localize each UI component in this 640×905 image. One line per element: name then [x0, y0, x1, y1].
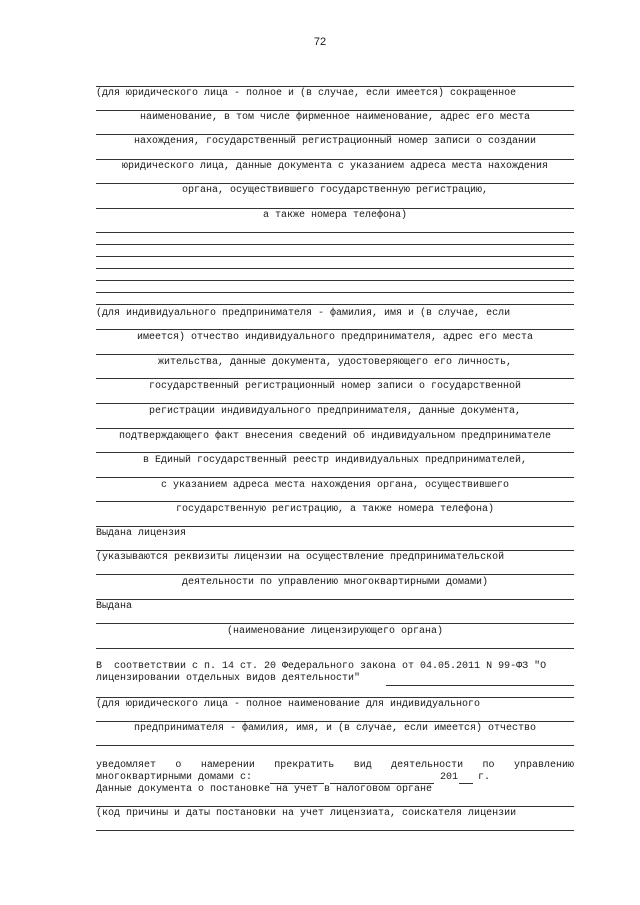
year-suffix: г.	[478, 772, 491, 783]
individual-caption-6: подтверждающего факт внесения сведений об индивидуальном предпринимателе	[118, 431, 552, 442]
individual-caption-1: (для индивидуального предпринимателя - фамилия, имя и (в случае, если	[96, 308, 511, 319]
entry-line	[96, 806, 574, 807]
entry-line	[96, 501, 574, 502]
year-underline	[459, 783, 473, 784]
entry-line	[96, 256, 574, 257]
notice-word: о	[175, 760, 182, 771]
legal-entity-name-caption-2: предпринимателя - фамилия, имя, и (в случае, если имеется) отчество	[133, 723, 537, 734]
legal-entity-caption-1: (для юридического лица - полное и (в случае, если имеется) сокращенное	[96, 88, 517, 99]
issued-label: Выдана	[96, 601, 133, 612]
entry-line	[96, 428, 574, 429]
notice-line-1	[96, 760, 574, 772]
entry-line	[96, 526, 574, 527]
individual-caption-9: государственную регистрацию, а также номера телефона)	[175, 504, 495, 515]
tax-registration-label: Данные документа о постановке на учет в налоговом органе	[96, 784, 433, 795]
license-issued-label: Выдана лицензия	[96, 528, 187, 539]
law-reference-line-1: В соответствии с п. 14 ст. 20 Федерального закона от 04.05.2011 N 99-ФЗ "О	[96, 661, 547, 672]
entry-line	[96, 304, 574, 305]
law-reference-line-2: лицензировании отдельных видов деятельности"	[96, 673, 361, 684]
entry-line	[96, 378, 574, 379]
individual-caption-8: с указанием адреса места нахождения органа, осуществившего	[160, 480, 510, 491]
notice-word: намерении	[200, 760, 255, 771]
entry-line	[96, 280, 574, 281]
legal-entity-caption-4: юридического лица, данные документа с указанием адреса места нахождения	[121, 161, 549, 172]
entry-line	[96, 244, 574, 245]
entry-line	[96, 159, 574, 160]
individual-caption-2: имеется) отчество индивидуального предпринимателя, адрес его места	[136, 332, 534, 343]
entry-line	[96, 697, 574, 698]
notice-word: управлению	[513, 760, 574, 771]
entry-line	[96, 134, 574, 135]
notice-line-2-start: многоквартирными домами с:	[96, 772, 253, 783]
notice-word: уведомляет	[96, 760, 157, 771]
entry-line	[96, 745, 574, 746]
legal-entity-caption-5: органа, осуществившего государственную регистрацию,	[181, 185, 489, 196]
entry-line	[96, 477, 574, 478]
legal-entity-caption-3: нахождения, государственный регистрационный номер записи о создании	[133, 136, 537, 147]
entry-line	[96, 208, 574, 209]
entry-line	[96, 550, 574, 551]
individual-caption-5: регистрации индивидуального предпринимателя, данные документа,	[148, 406, 522, 417]
entry-line	[96, 110, 574, 111]
legal-entity-name-caption-1: (для юридического лица - полное наименование для индивидуального	[96, 699, 481, 710]
entry-line	[96, 403, 574, 404]
entry-line	[96, 183, 574, 184]
entry-line	[96, 599, 574, 600]
entry-underline	[386, 685, 574, 686]
entry-line	[96, 354, 574, 355]
page-number: 72	[313, 36, 327, 48]
entry-line	[96, 830, 574, 831]
licensing-body-caption: (наименование лицензирующего органа)	[226, 626, 444, 637]
entry-line	[96, 86, 574, 87]
year-prefix: 201	[440, 772, 459, 783]
tax-code-caption: (код причины и даты постановки на учет лицензиата, соискателя лицензии	[96, 808, 517, 819]
legal-entity-caption-2: наименование, в том числе фирменное наименование, адрес его места	[139, 112, 531, 123]
individual-caption-3: жительства, данные документа, удостоверяющего его личность,	[157, 357, 513, 368]
entry-line	[96, 292, 574, 293]
entry-line	[96, 329, 574, 330]
entry-line	[96, 232, 574, 233]
entry-line	[96, 648, 574, 649]
notice-word: деятельности	[391, 760, 464, 771]
license-details-caption-2: деятельности по управлению многоквартирными домами)	[181, 577, 489, 588]
legal-entity-caption-6: а также номера телефона)	[262, 210, 408, 221]
entry-line	[96, 268, 574, 269]
notice-word: прекратить	[274, 760, 335, 771]
notice-word: по	[482, 760, 495, 771]
license-details-caption-1: (указываются реквизиты лицензии на осуществление предпринимательской	[96, 552, 505, 563]
entry-line	[96, 452, 574, 453]
individual-caption-4: государственный регистрационный номер записи о государственной	[148, 381, 522, 392]
entry-line	[96, 721, 574, 722]
entry-line	[96, 623, 574, 624]
notice-word: вид	[353, 760, 372, 771]
individual-caption-7: в Единый государственный реестр индивидуальных предпринимателей,	[142, 455, 528, 466]
entry-line	[96, 574, 574, 575]
